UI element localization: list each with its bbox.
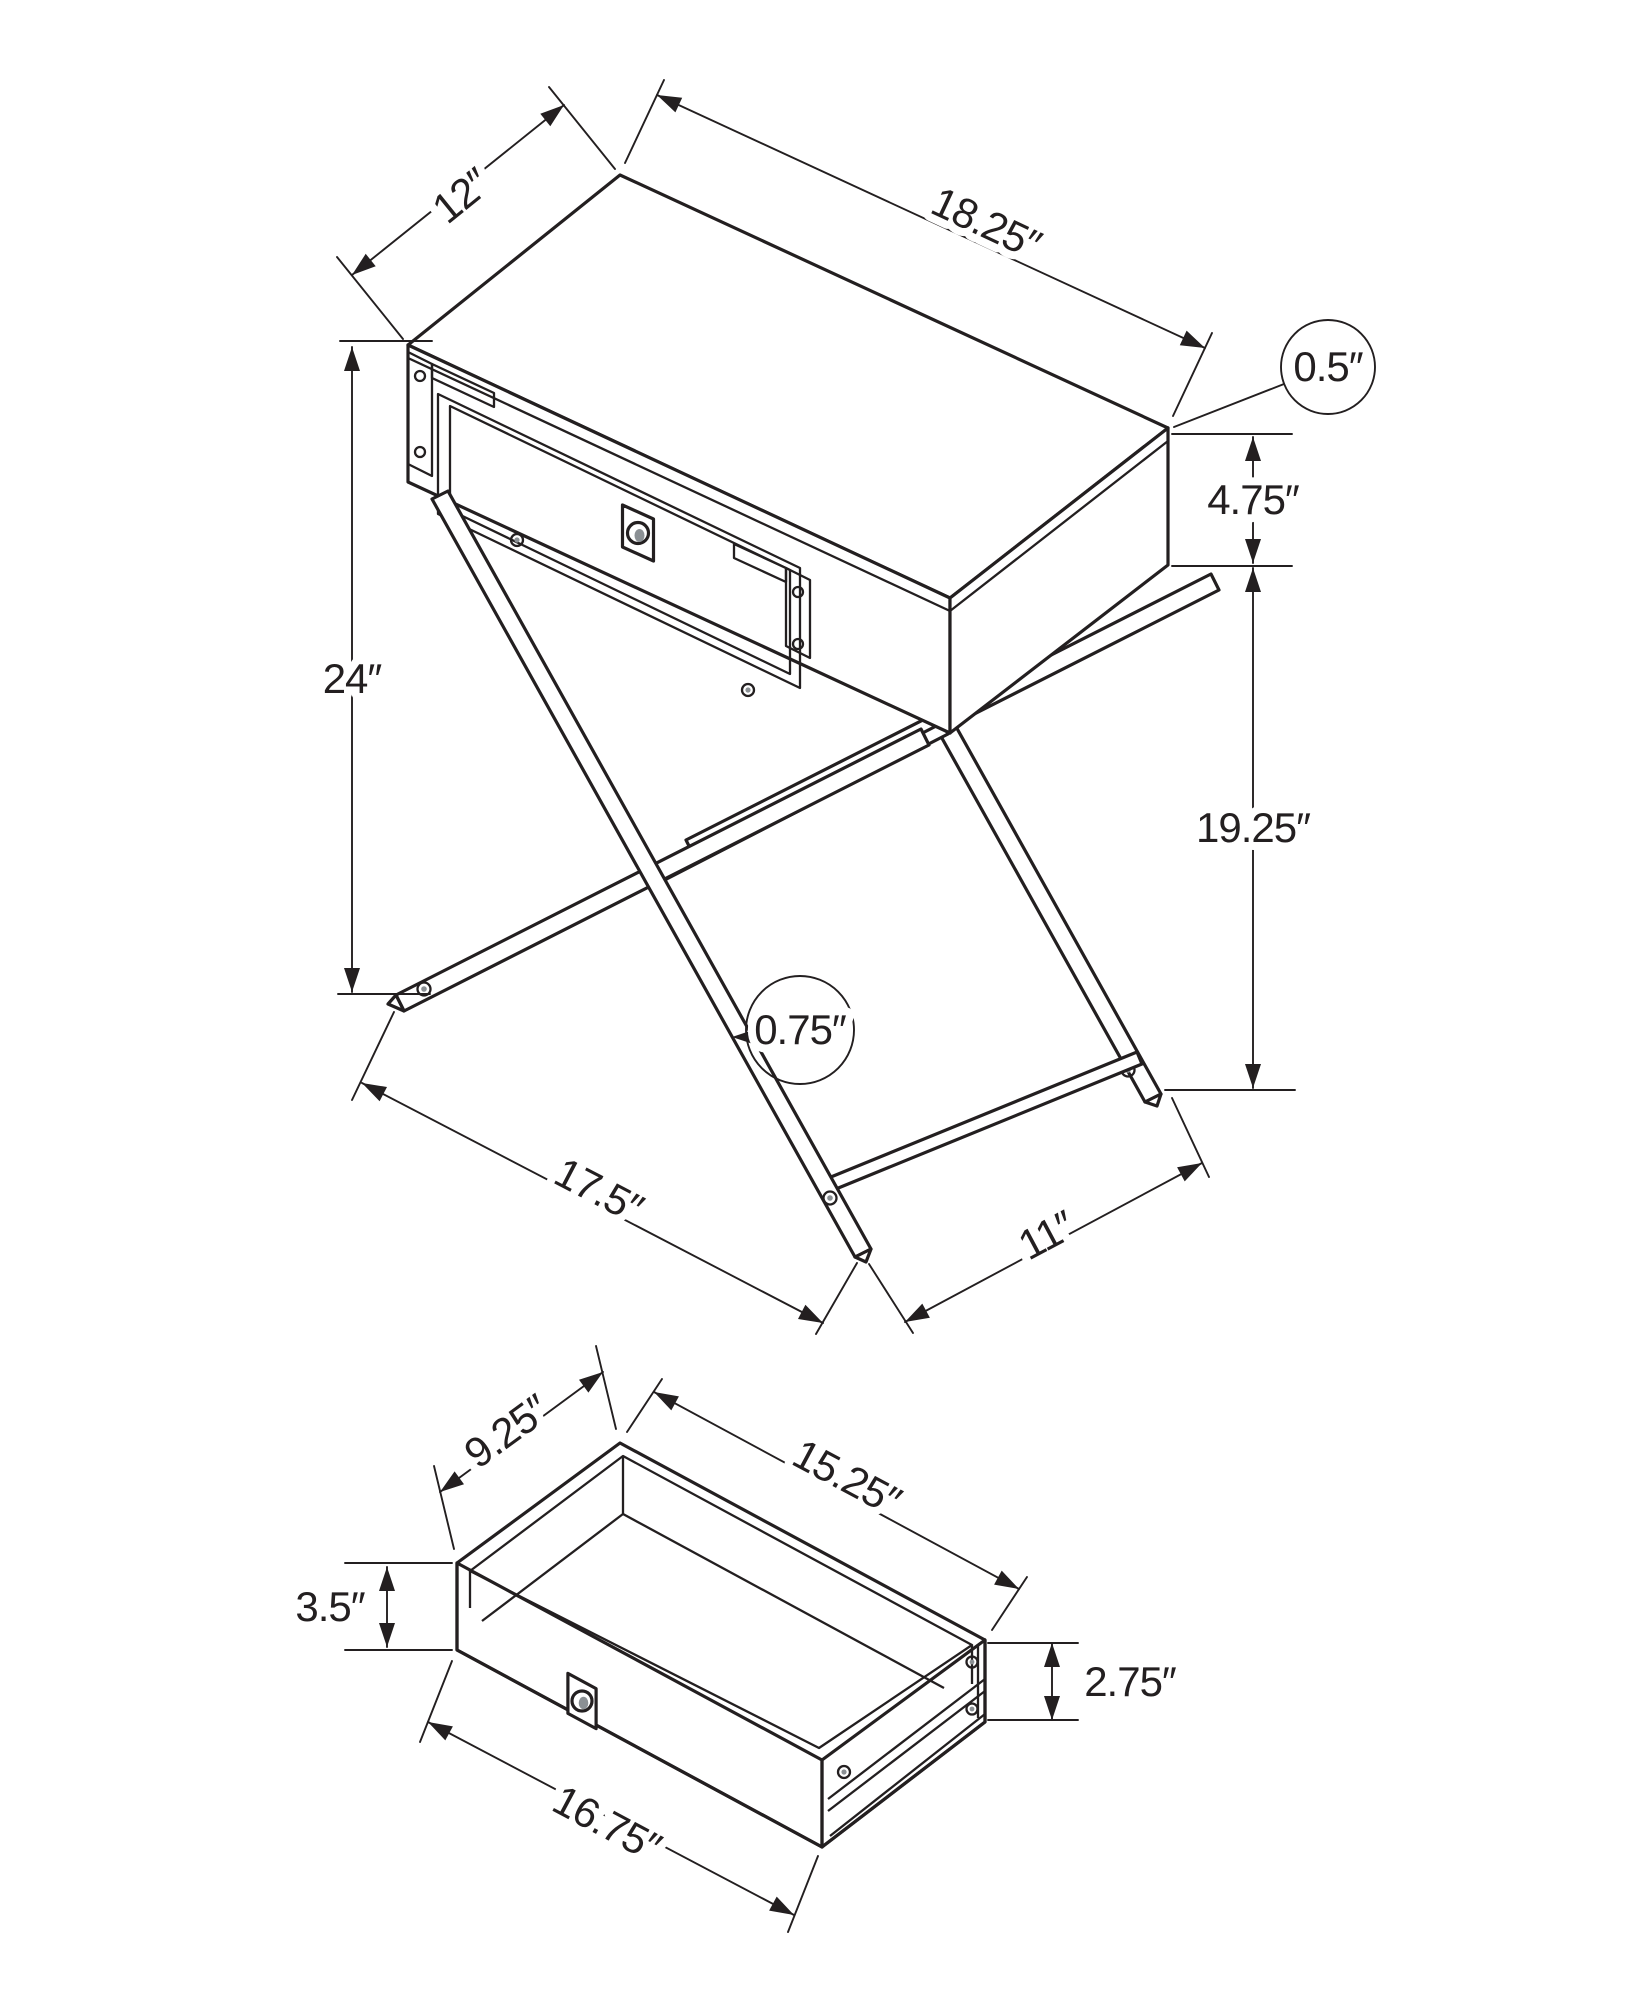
ext-line — [625, 80, 664, 163]
ext-line — [627, 1379, 662, 1432]
handle-ring-hole — [635, 529, 645, 542]
handle-ring-hole — [579, 1697, 589, 1709]
dim-label-top-thickness: 0.5″ — [1293, 343, 1363, 390]
arrowhead — [344, 347, 360, 371]
dim-back-height — [988, 1643, 1177, 1720]
drawer-box — [457, 1443, 985, 1847]
fig1-dimensions — [323, 80, 1375, 1334]
arrowhead — [1044, 1643, 1060, 1667]
arrowhead — [1180, 331, 1205, 348]
ext-line — [869, 1264, 913, 1333]
leader-line — [1174, 384, 1284, 427]
dim-base-width — [869, 1098, 1209, 1333]
dim-label-leg-height: 19.25″ — [1196, 804, 1310, 851]
arrowhead — [1044, 1696, 1060, 1720]
arrowhead — [1245, 539, 1261, 563]
dim-label-inner-depth: 9.25″ — [455, 1385, 558, 1478]
dim-label-inner-width: 15.25″ — [785, 1429, 909, 1525]
dim-drawer-box-height — [1172, 434, 1300, 566]
dim-label-box-height: 4.75″ — [1207, 476, 1299, 523]
arrowhead — [344, 968, 360, 992]
callout-top-thickness — [1174, 320, 1375, 427]
arrowhead — [540, 105, 564, 126]
dim-label-leg-thickness: 0.75″ — [754, 1006, 846, 1053]
arrowhead — [654, 1392, 679, 1410]
arrowhead — [1177, 1163, 1202, 1181]
dim-label-front-length: 16.75″ — [545, 1775, 669, 1871]
dim-label-depth: 12″ — [423, 159, 499, 233]
figure2-drawer — [295, 1346, 1177, 1932]
ext-line — [596, 1346, 616, 1429]
dim-base-depth — [352, 1012, 857, 1334]
lower-stretcher — [826, 1052, 1142, 1191]
dim-label-width: 18.25″ — [924, 177, 1048, 269]
arrowhead — [798, 1305, 823, 1323]
arrowhead — [379, 1623, 395, 1647]
arrowhead — [905, 1304, 930, 1322]
dim-front-height — [295, 1563, 452, 1650]
dim-leg-height — [1165, 568, 1311, 1090]
arrowhead — [1245, 568, 1261, 592]
drawer-silhouette — [457, 1443, 985, 1847]
ext-line — [337, 257, 403, 339]
dim-label-base-width: 11″ — [1010, 1201, 1082, 1269]
dim-label-height: 24″ — [322, 655, 382, 702]
panel-screw — [742, 684, 754, 696]
dim-label-base-depth: 17.5″ — [547, 1148, 651, 1233]
arrowhead — [428, 1722, 453, 1740]
dim-label-front-height: 3.5″ — [295, 1583, 365, 1630]
ext-line — [549, 87, 615, 169]
arrowhead — [352, 254, 376, 275]
front-leg-a — [396, 729, 929, 1011]
arrowhead — [579, 1372, 603, 1393]
dim-label-back-height: 2.75″ — [1084, 1658, 1176, 1705]
figure1-table — [323, 80, 1375, 1334]
arrowhead — [994, 1571, 1019, 1589]
ext-line — [788, 1856, 818, 1932]
arrowhead — [657, 95, 682, 112]
arrowhead — [1245, 437, 1261, 461]
arrowhead — [769, 1897, 794, 1915]
arrowhead — [379, 1567, 395, 1591]
arrowhead — [440, 1471, 464, 1492]
arrowhead — [362, 1083, 387, 1101]
arrowhead — [1245, 1064, 1261, 1088]
